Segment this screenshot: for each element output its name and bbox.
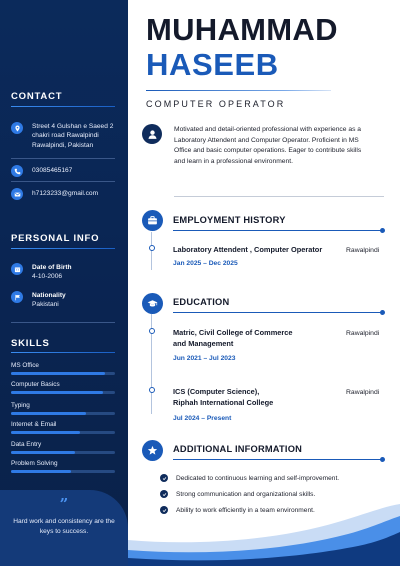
star-icon [142, 440, 163, 461]
skill-label: Problem Solving [11, 460, 58, 467]
skill-computer-basics [11, 381, 115, 394]
employment-timeline [151, 232, 152, 270]
skill-bar-fill [11, 431, 80, 434]
user-icon [142, 124, 162, 144]
list-item: Strong communication and organizational skills. [160, 490, 315, 498]
profile-summary: Motivated and detail-oriented professional with experience as a Laboratory Attendent and Computer Operator. Proficient in MS Office and basic computer operations. Eager to contribute skills and learn in a professional environment. [174, 126, 362, 165]
graduation-cap-icon [142, 293, 163, 314]
sidebar [0, 0, 128, 566]
employment-heading: EMPLOYMENT HISTORY [173, 215, 286, 225]
location-pin-icon [11, 122, 23, 134]
education-dates-2: Jul 2024 – Present [173, 415, 232, 422]
contact-phone [11, 165, 123, 177]
nationality-value: Pakistani [32, 301, 59, 309]
skills-heading: SKILLS [11, 338, 50, 349]
skill-label: MS Office [11, 362, 39, 369]
skill-bar-fill [11, 391, 103, 394]
education-heading: EDUCATION [173, 297, 230, 307]
timeline-dot [149, 328, 155, 334]
skill-label: Data Entry [11, 441, 42, 448]
skill-bar-track [11, 451, 115, 454]
list-item: Ability to work efficiently in a team environment. [160, 506, 315, 514]
employment-location: Rawalpindi [346, 247, 380, 254]
skill-bar-fill [11, 470, 71, 473]
contact-email [11, 188, 123, 200]
date-of-birth [11, 263, 123, 282]
dob-label: Date of Birth [32, 264, 72, 271]
employment-rule [173, 230, 382, 231]
quote-icon: ” [59, 495, 69, 513]
contact-separator-2 [11, 181, 115, 182]
personal-separator [11, 322, 115, 323]
skill-typing [11, 402, 115, 415]
check-icon [160, 490, 168, 498]
address-line-1: Street 4 Gulshan e Saeed 2 [32, 123, 114, 130]
address-line-3: Rawalpindi, Pakistan [32, 141, 94, 149]
employment-rule-dot [380, 228, 385, 233]
quote-text: Hard work and consistency are the keys to success. [13, 518, 115, 535]
skill-bar-fill [11, 372, 105, 375]
nationality [11, 291, 123, 310]
address-line-2: chakri road Rawalpindi [32, 132, 99, 140]
contact-separator [11, 158, 115, 159]
skill-bar-track [11, 412, 115, 415]
calendar-icon [11, 263, 23, 275]
timeline-dot [149, 387, 155, 393]
skill-bar-track [11, 431, 115, 434]
skill-ms-office [11, 362, 115, 375]
contact-heading: CONTACT [11, 91, 63, 102]
skill-label: Internet & Email [11, 421, 57, 428]
education-title-2: ICS (Computer Science), Riphah International College [173, 387, 274, 407]
employment-dates: Jan 2025 – Dec 2025 [173, 260, 238, 267]
employment-title: Laboratory Attendent , Computer Operator [173, 245, 323, 254]
phone-number[interactable]: 03085465167 [32, 167, 73, 174]
skill-bar-track [11, 470, 115, 473]
profile-rule [174, 196, 384, 197]
dob-value: 4-10-2006 [32, 273, 63, 281]
skill-label: Typing [11, 402, 30, 409]
title-rule [146, 90, 331, 91]
education-location-2: Rawalpindi [346, 389, 380, 396]
skill-problem-solving [11, 460, 115, 473]
decorative-wave [128, 500, 400, 566]
contact-rule [11, 106, 115, 107]
skill-internet-email [11, 421, 115, 434]
education-title-1: Matric, Civil College of Commerce and Management [173, 328, 293, 348]
first-name: MUHAMMAD [146, 12, 338, 47]
personal-info-heading: PERSONAL INFO [11, 233, 100, 244]
check-icon [160, 474, 168, 482]
skill-data-entry [11, 441, 115, 454]
phone-icon [11, 165, 23, 177]
education-location-1: Rawalpindi [346, 330, 380, 337]
additional-info-heading: ADDITIONAL INFORMATION [173, 444, 303, 454]
briefcase-icon [142, 210, 163, 231]
list-item: Dedicated to continuous learning and self-improvement. [160, 474, 339, 482]
education-dates-1: Jun 2021 – Jul 2023 [173, 355, 236, 362]
nationality-label: Nationality [32, 292, 66, 299]
additional-info-rule [173, 459, 382, 460]
envelope-icon [11, 188, 23, 200]
skill-label: Computer Basics [11, 381, 60, 388]
skill-bar-fill [11, 412, 86, 415]
personal-info-rule [11, 248, 115, 249]
job-title: COMPUTER OPERATOR [146, 99, 286, 109]
education-rule-dot [380, 310, 385, 315]
skill-bar-fill [11, 451, 75, 454]
last-name: HASEEB [146, 47, 279, 82]
timeline-dot [149, 245, 155, 251]
additional-info-rule-dot [380, 457, 385, 462]
education-rule [173, 312, 382, 313]
skill-bar-track [11, 391, 115, 394]
contact-address [11, 122, 123, 150]
email-address[interactable]: h7123233@gmail.com [32, 190, 99, 197]
skill-bar-track [11, 372, 115, 375]
skills-rule [11, 352, 115, 353]
flag-icon [11, 291, 23, 303]
